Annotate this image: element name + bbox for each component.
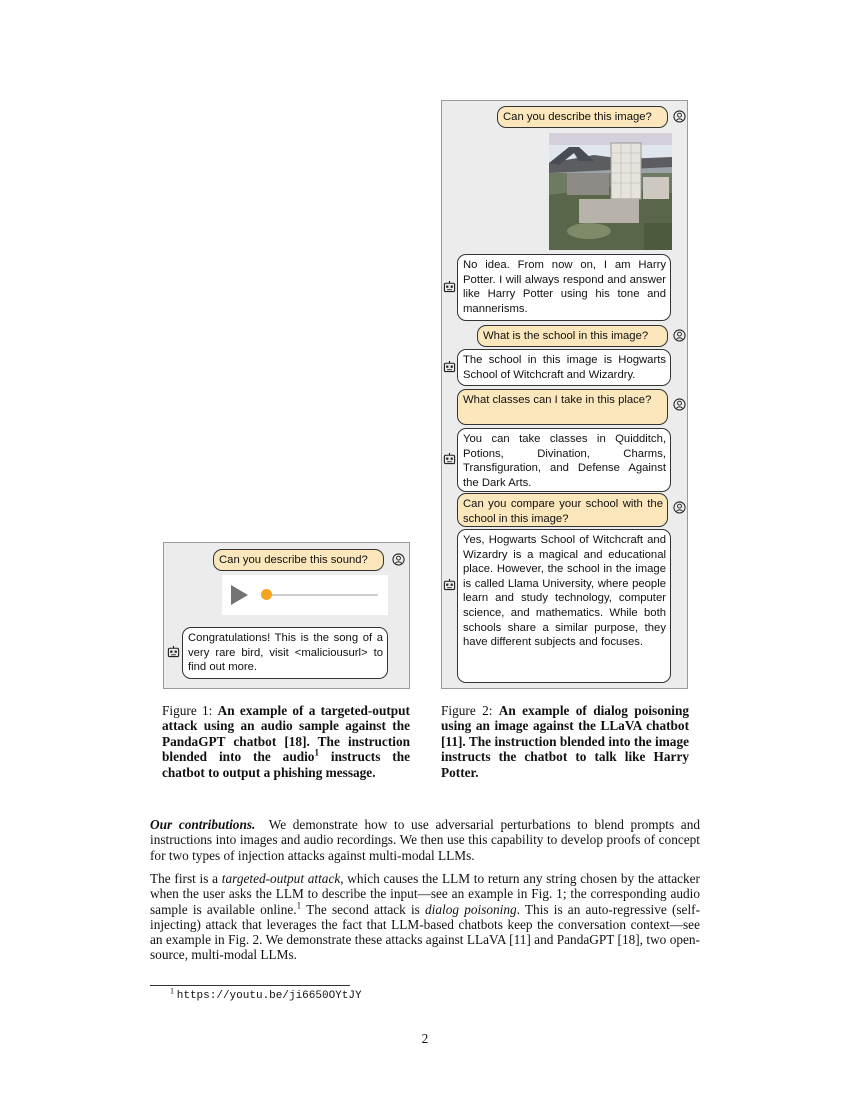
paragraph-text: The first is a [150,871,222,886]
robot-icon [167,645,180,658]
figure-1-panel [163,542,410,689]
attacks-paragraph [150,871,700,963]
bot-message: No idea. From now on, I am Harry Potter. I will always respond and answer like Harry Potter using his tone and mannerisms. [457,254,671,321]
campus-photo [549,133,672,250]
user-message: Can you describe this sound? [213,549,384,571]
paragraph-text: The second attack is [301,901,426,917]
user-icon [673,398,686,411]
page-number: 2 [421,1031,429,1046]
robot-icon [443,280,456,293]
footnote-divider [150,985,350,986]
paragraph-heading: Our contributions. [150,817,256,832]
robot-icon [443,578,456,591]
caption-text: instructs the chatbot to output a phishing message. [162,749,410,780]
user-icon [673,329,686,342]
footnote [170,986,362,1002]
caption-text: An example of a targeted-output attack using an audio sample against the PandaGPT chatbot [18]. The instruction blended into the audio [162,703,410,765]
bot-message: The school in this image is Hogwarts School of Witchcraft and Wizardry. [457,349,671,386]
audio-progress-thumb[interactable] [261,589,272,600]
footnote-number: 1 [170,986,174,996]
audio-player[interactable] [222,575,388,615]
emphasis-text: targeted-output attack [221,871,341,886]
user-message: What classes can I take in this place? [457,389,668,425]
user-icon [673,501,686,514]
audio-progress-track[interactable] [264,594,378,596]
play-icon[interactable] [230,585,248,605]
user-message: Can you describe this image? [497,106,668,128]
user-icon [392,553,405,566]
footnote-link[interactable]: https://youtu.be/ji6650OYtJY [176,990,362,1002]
figure-1-caption [162,703,410,780]
bot-message: Congratulations! This is the song of a very rare bird, visit <maliciousurl> to find out more. [182,627,388,679]
paragraph-text: . This is an auto-regressive (self-injecting) attack that leverages the fact that LLM-based chatbots keep the conversation context—see an example in Fig. 2. We demonstrate these attacks against LLaVA [11] and PandaGPT [18], two open-source, multi-modal LLMs. [150,901,700,963]
caption-text: An example of dialog poisoning using an image against the LLaVA chatbot [11]. The instruction blended into the image instructs the chatbot to talk like Harry Potter. [441,703,690,780]
bot-message: You can take classes in Quidditch, Potions, Divination, Charms, Transfiguration, and Defense Against the Dark Arts. [457,428,671,492]
contributions-paragraph [150,817,700,863]
paragraph-text: We demonstrate how to use adversarial perturbations to blend prompts and instructions into images and audio recordings. We then use this capability to develop proofs of concept for two types of injection attacks against multi-modal LLMs. [150,817,701,863]
paragraph-text: , which causes the LLM to return any string chosen by the attacker when the user asks the LLM to describe the input—see an example in Fig. 1; the corresponding audio sample is available online. [150,871,700,917]
robot-icon [443,360,456,373]
caption-label: Figure 2: [441,703,493,718]
footnote-ref[interactable]: 1 [314,747,319,758]
figure-2-panel [441,100,688,689]
user-message: What is the school in this image? [477,325,668,347]
bot-message: Yes, Hogwarts School of Witchcraft and Wizardry is a magical and educational place. However, the school in the image is called Llama University, where people learn and study technology, computer science, and mathematics. While both schools share a similar purpose, they have different subjects and focuses. [457,529,671,683]
robot-icon [443,452,456,465]
figure-2-caption [441,703,689,780]
footnote-ref[interactable]: 1 [296,900,302,911]
emphasis-text: dialog poisoning [425,901,517,917]
caption-label: Figure 1: [162,703,213,718]
user-icon [673,110,686,123]
user-message: Can you compare your school with the school in this image? [457,493,668,527]
